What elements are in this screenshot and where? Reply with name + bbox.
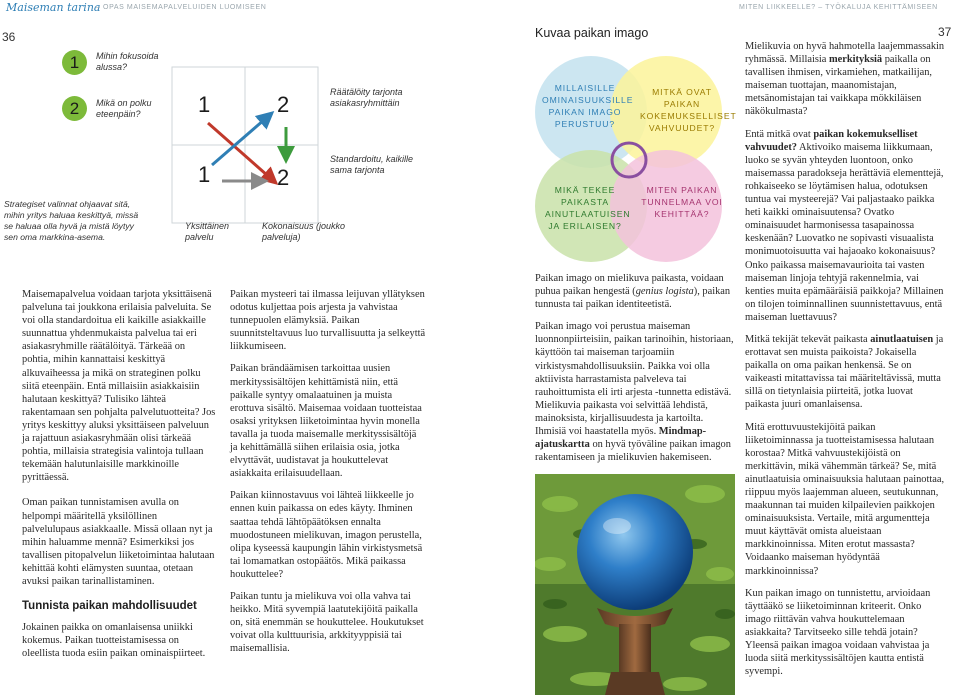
col1-paragraph-3: Jokainen paikka on omanlaisensa uniikki kokemus. Paikan tuotteistamisessa on oleellista tuoda esiin paikan ominaispiirteet.: [22, 622, 206, 660]
page-number-right: 37: [938, 25, 952, 39]
garden-globe-photo: [535, 474, 735, 695]
venn-text-pink: MITEN PAIKAN TUNNELMAA VOI KEHITTÄÄ?: [641, 185, 723, 219]
col3-paragraph-2: Paikan imago voi perustua maiseman luonnonpiirteisiin, paikan tarinoihin, historiaan, käyttöön tai maiseman tarjoamiin virkistysmahdollisuuksiin. Paikka voi olla aktiivista harrastamista palveleva tai rauhoittumista eli irti arjesta -tunnetta edistävä. Mielikuvia paikasta voi selvittää lehdistä, mainoksista, kirjallisuudesta ja kartoilta. Ihmisiä voi haastatella myös. Mindmap-ajatuskartta on hyvä työväline paikan imagon rakentamiseen ja mielikuvien hakemiseen.: [535, 321, 734, 464]
publication-subtitle: – OPAS MAISEMAPALVELUIDEN LUOMISEEN: [96, 4, 267, 11]
venn-text-green: MIKÄ TEKEE PAIKASTA AINUTLAATUISEN JA ERILAISEN?: [545, 185, 631, 231]
col1-paragraph-2: Oman paikan tunnistamisen avulla on helpompi määritellä yksilöllinen palvelulupaus asiakkaalle. Missä ollaan nyt ja mihin haluamme mennä? Esimerkiksi jos tavallisen pitopalvelun liiketoimintaa halutaan kehittää kohti elämysten suuntaa, otetaan avuksi paikan tarinallistaminen.: [22, 497, 215, 587]
column-2: [230, 288, 426, 664]
venn-text-blue: MILLAISILLE OMINAISUUKSILLE PAIKAN IMAGO PERUSTUU?: [542, 83, 634, 129]
col2-paragraph-2: Paikan brändäämisen tarkoittaa uusien merkityssisältöjen kehittämistä niin, että paikalle syntyy omalaatuinen ja muista erottuva sisältö. Maisemaa voidaan tuotteistaa osaksi yrityksen liiketoimintaa hyvin monella tavalla ja tuoda maisemalle merkityssisältöjä ja kehittämällä siihen erilaisia osia, jotka elvyttävät, uudistavat ja houkuttelevat asiakkaita erilaisuudellaan.: [230, 363, 422, 480]
matrix-bottom-left-number: 1: [198, 162, 211, 187]
col3-paragraph-1: Paikan imago on mielikuva paikasta, voidaan puhua paikan hengestä (genius logista), paikan tunnusta tai paikan identiteetistä.: [535, 273, 731, 311]
col4-paragraph-3: Mitkä tekijät tekevät paikasta ainutlaatuisen ja erottavat sen muista paikoista? Jokaisella paikalla on oma paikan henkensä. Se on vaikeasti mitattavissa tai määriteltävissä, mutta sillä on tietynlaisia piirteitä, jotka luovat paikasta juuri omanlaisensa.: [745, 333, 944, 411]
matrix-bottom-right-number: 2: [277, 165, 290, 190]
strategy-matrix: [170, 65, 320, 225]
legend-question-2: Mikä on polku eteenpäin?: [96, 98, 152, 119]
arrow-red: [208, 123, 276, 183]
col2-paragraph-1: Paikan mysteeri tai ilmassa leijuvan yllätyksen odotus kuljettaa pois arjesta ja vahvistaa tunnepuolen elämyksiä. Paikan suunnitsteltavuus luo turvallisuutta ja selkeyttä liikkumiseen.: [230, 289, 426, 353]
label-tailored-offer: Räätälöity tarjonta asiakasryhmittäin: [330, 87, 403, 108]
venn-text-yellow: MITKÄ OVAT PAIKAN KOKEMUKSELLISET VAHVUUDET?: [640, 87, 737, 133]
column-1: [22, 288, 216, 669]
legend-question-1: Mihin fokusoida alussa?: [96, 51, 159, 72]
label-individual-service: Yksittäinen palvelu: [185, 221, 230, 242]
col4-paragraph-4: Mitä erottuvuustekijöitä paikan liiketoiminnassa ja tuotteistamisessa halutaan korostaa? Mitkä vahvuustekijöistä on merkittävin, mikä vähemmän tärkeä? Se, mitä ainutlaatuisia ominaisuuksia halutaan painottaa, riippuu myös laajemman alueen, seutukunnan, maakunnan tai muiden kilpailevien paikkojen ominaisuuksista. Vertaile, mitä argumentteja muut käyttävät omista alueistaan markkinoinnissa. Miten erotut massasta? Voidaanko maiseman hyödyntää markkinoinnissa?: [745, 421, 945, 577]
matrix-top-right-number: 2: [277, 92, 290, 117]
col4-paragraph-5: Kun paikan imago on tunnistettu, arvioidaan täyttääkö se liiketoiminnan kriteerit. Onko imago riittävän vahva houkuttelemaan asiakkaita? Tarvitseeko sille tehdä jotain? Yleensä paikan imagoa voidaan vahvistaa ja luoda siitä merkityssisältöjen kautta entistä syvempi.: [745, 587, 931, 678]
label-service-bundle: Kokonaisuus (joukko palveluja): [262, 221, 346, 242]
legend-number-2: 2: [62, 96, 87, 121]
column-3: [535, 272, 735, 473]
col4-paragraph-2: Entä mitkä ovat paikan kokemukselliset vahvuudet? Aktivoiko maisema liikkumaan, luoko se syvän yhteyden luontoon, onko maisemassa paradokseja herättäviä elementtejä, rohkaiseeko se löytämisen halua, odotuksen tuntua vai mysteerejä? Vai paljastaako paikka heti kaikki ominaisuutensa? Ovatko ominaisuudet harmonisessa tasapainossa keskenään? Luovatko ne sopivasti visuaalista monimuotoisuutta vai hajaoako kokonaisuus? Onko paikassa maisemavaurioita tai vasten maiseman linjoja tehtyjä rakennelmia, vai kenties muita epämääräisiä paikkoja? Millainen on tilojen toiminnallinen suunnistettavuus, entä maiseman luettavuus?: [745, 128, 944, 323]
publication-title: Maiseman tarina: [6, 1, 101, 14]
legend-number-1: 1: [62, 50, 87, 75]
label-standard-offer: Standardoitu, kaikille sama tarjonta: [330, 154, 414, 175]
col4-paragraph-1: Mielikuvia on hyvä hahmotella laajemmassakin ryhmässä. Millaisia merkityksiä paikalla on tavallisen ihmisen, virkamiehen, matkailijan, maiseman tuottajan, maanomistajan, metsänomistajan tai vaikkapa mökkiläisen näkökulmasta?: [745, 41, 945, 118]
matrix-top-left-number: 1: [198, 92, 211, 117]
strategy-note: Strategiset valinnat ohjaavat sitä, mihin yritys haluaa keskittyä, missä se haluaa olla hyvä ja mistä löytyy sen oma markkina-asema.: [4, 199, 139, 242]
venn-heading: Kuvaa paikan imago: [535, 26, 649, 40]
col2-paragraph-4: Paikan tuntu ja mielikuva voi olla vahva tai heikko. Mitä syvempiä laatutekijöitä paikalla on, sitä enemmän se houkuttelee. Houkutukset voivat olla kulttuurisia, arkkityyppisiä tai maisemallisia.: [230, 590, 424, 655]
arrow-blue: [212, 113, 272, 165]
page-number-left: 36: [2, 30, 16, 44]
chapter-subtitle: MITEN LIIKKEELLE? – TYÖKALUJA KEHITTÄMISEEN: [739, 4, 938, 11]
col1-paragraph-1: Maisemapalvelua voidaan tarjota yksittäisenä palveluna tai joukkona erilaisia palveluita. Se voi olla standardoitua eli kaikille asiakkaille suunnattua yhdenmukaista palvelua tai eri asiakasryhmille räätälöityä. Tärkeää on pohtia, mihin kannattaisi keskittyä alkuvaiheessa ja mikä on strateginen polku siitä eteenpäin. Entä millaisiin asiakkaisiin halutaan keskittyä? Tulisiko lähteä rakentamaan sen pohjalta palvelutuotteita? Jos yritys keskittyy aluksi yksittäiseen palveluun ja rajattuun asiakasryhmään olisi tärkeää pohtia, millaisia strategisia valintoja tullaan tekemään halutunlaisille markkinoille pyrittäessä.: [22, 289, 216, 484]
col1-heading: Tunnista paikan mahdollisuudet: [22, 600, 197, 613]
column-4: [745, 40, 945, 687]
col2-paragraph-3: Paikan kiinnostavuus voi lähteä liikkeelle jo ennen kuin paikassa on edes käyty. Ihminen saattaa tehdä lähtöpäätöksen ennalta muodostuneen mielikuvan, imagon perustella, olipa kyseessä kaupungin lähin virkistysmetsä tai lomamatkan ostopäätös. Mikä paikassa houkuttelee?: [230, 490, 423, 580]
